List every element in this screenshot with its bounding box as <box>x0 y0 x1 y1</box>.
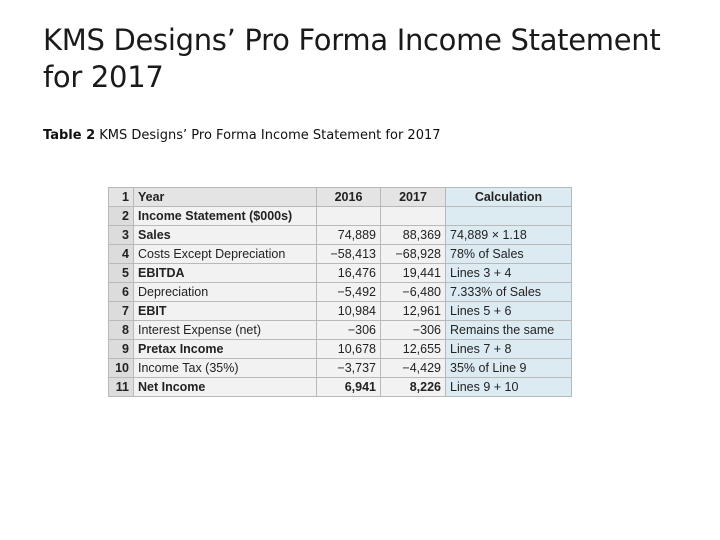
cell-2016: −58,413 <box>317 245 381 264</box>
cell-2017: 12,655 <box>381 340 446 359</box>
cell-2017: 8,226 <box>381 378 446 397</box>
row-label: Income Statement ($000s) <box>134 207 317 226</box>
row-label: EBIT <box>134 302 317 321</box>
row-label: Pretax Income <box>134 340 317 359</box>
cell-calculation: 78% of Sales <box>446 245 572 264</box>
cell-2017 <box>381 207 446 226</box>
row-number: 7 <box>109 302 134 321</box>
table-row <box>109 226 572 245</box>
cell-2016: 10,984 <box>317 302 381 321</box>
row-number: 6 <box>109 283 134 302</box>
cell-2016 <box>317 207 381 226</box>
row-label: Costs Except Depreciation <box>134 245 317 264</box>
table-caption-text: KMS Designs’ Pro Forma Income Statement for 2017 <box>95 128 441 143</box>
row-number: 1 <box>109 188 134 207</box>
cell-2017: −4,429 <box>381 359 446 378</box>
row-label: Interest Expense (net) <box>134 321 317 340</box>
row-number: 5 <box>109 264 134 283</box>
cell-2016: −3,737 <box>317 359 381 378</box>
row-number: 8 <box>109 321 134 340</box>
table-row <box>109 283 572 302</box>
cell-2016: −306 <box>317 321 381 340</box>
row-number: 11 <box>109 378 134 397</box>
cell-2016: 74,889 <box>317 226 381 245</box>
cell-2017: 88,369 <box>381 226 446 245</box>
table-row <box>109 188 572 207</box>
table-row <box>109 207 572 226</box>
table-row <box>109 378 572 397</box>
table-row <box>109 264 572 283</box>
cell-2017: 19,441 <box>381 264 446 283</box>
cell-2017: −306 <box>381 321 446 340</box>
table-caption <box>43 128 441 143</box>
row-number: 4 <box>109 245 134 264</box>
cell-calculation: Lines 5 + 6 <box>446 302 572 321</box>
cell-calculation: 74,889 × 1.18 <box>446 226 572 245</box>
cell-calculation: Lines 9 + 10 <box>446 378 572 397</box>
row-label: EBITDA <box>134 264 317 283</box>
row-number: 9 <box>109 340 134 359</box>
table-row <box>109 321 572 340</box>
row-label: Net Income <box>134 378 317 397</box>
table-row <box>109 340 572 359</box>
cell-2016: 2016 <box>317 188 381 207</box>
cell-2017: −68,928 <box>381 245 446 264</box>
cell-calculation: Lines 3 + 4 <box>446 264 572 283</box>
row-number: 10 <box>109 359 134 378</box>
table-row <box>109 245 572 264</box>
cell-2017: 2017 <box>381 188 446 207</box>
cell-2016: −5,492 <box>317 283 381 302</box>
table-caption-prefix: Table 2 <box>43 128 96 143</box>
cell-2017: 12,961 <box>381 302 446 321</box>
row-number: 3 <box>109 226 134 245</box>
row-label: Year <box>134 188 317 207</box>
row-number: 2 <box>109 207 134 226</box>
table-row <box>109 302 572 321</box>
cell-2017: −6,480 <box>381 283 446 302</box>
cell-calculation: Calculation <box>446 188 572 207</box>
cell-calculation: Remains the same <box>446 321 572 340</box>
cell-calculation <box>446 207 572 226</box>
row-label: Sales <box>134 226 317 245</box>
slide-title-line2: for 2017 <box>43 60 164 94</box>
cell-2016: 6,941 <box>317 378 381 397</box>
cell-calculation: 7.333% of Sales <box>446 283 572 302</box>
table-row <box>109 359 572 378</box>
row-label: Income Tax (35%) <box>134 359 317 378</box>
cell-calculation: 35% of Line 9 <box>446 359 572 378</box>
slide-title <box>43 22 703 96</box>
row-label: Depreciation <box>134 283 317 302</box>
income-statement-table <box>108 187 572 397</box>
slide-title-line1: KMS Designs’ Pro Forma Income Statement <box>43 23 661 57</box>
cell-calculation: Lines 7 + 8 <box>446 340 572 359</box>
cell-2016: 16,476 <box>317 264 381 283</box>
cell-2016: 10,678 <box>317 340 381 359</box>
